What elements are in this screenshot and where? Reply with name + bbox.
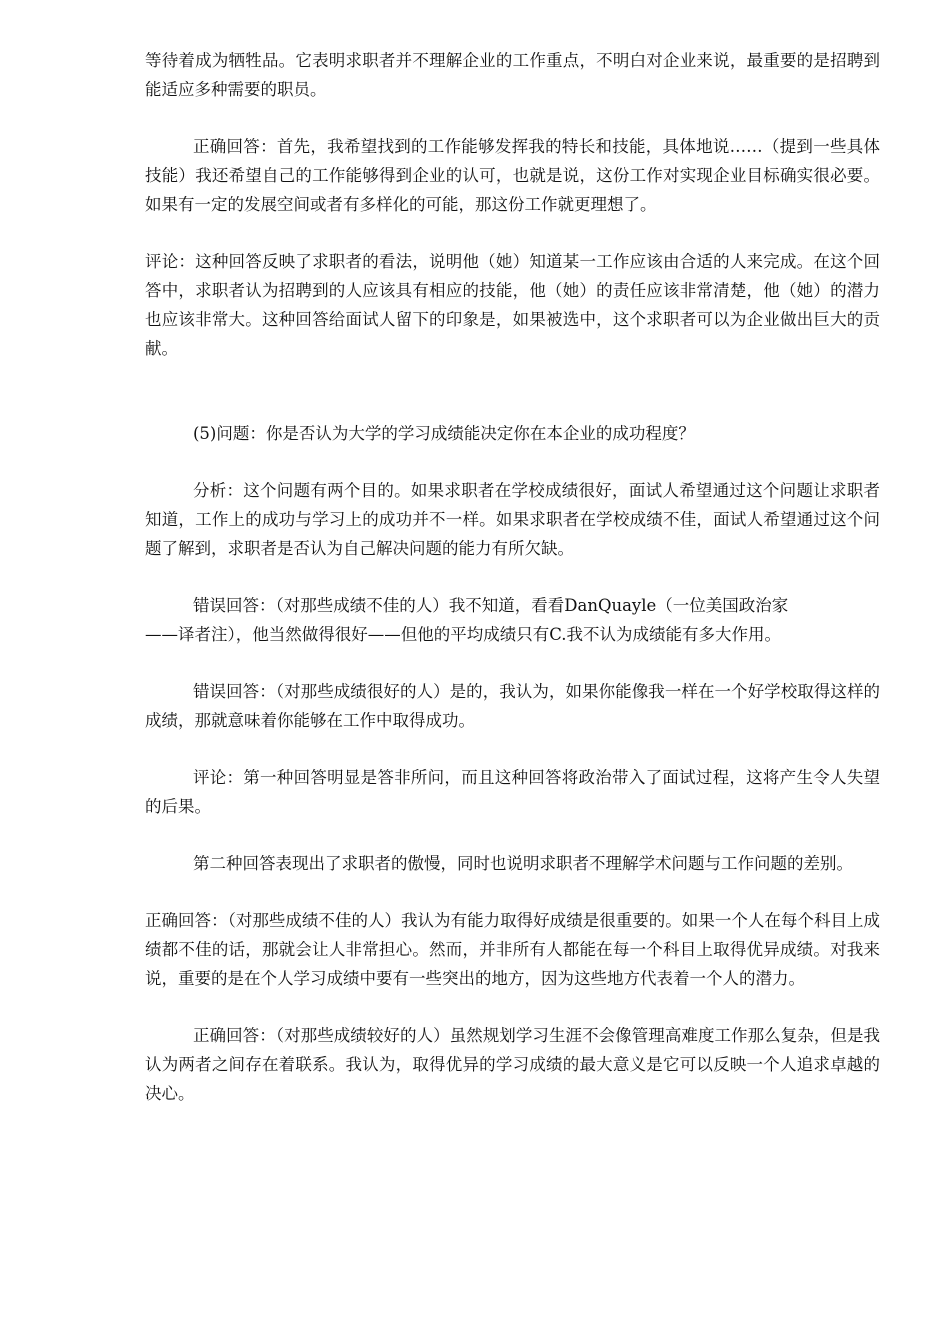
document-page (145, 46, 880, 1108)
question-heading: (5)问题：你是否认为大学的学习成绩能决定你在本企业的成功程度？ (193, 424, 695, 443)
paragraph-wrong-answer-2: 错误回答：（对那些成绩很好的人）是的，我认为，如果你能像我一样在一个好学校取得这样的成绩，那就意味着你能够在工作中取得成功。 (145, 682, 880, 730)
paragraph-comment-1: 评论：第一种回答明显是答非所问，而且这种回答将政治带入了面试过程，这将产生令人失望的后果。 (145, 768, 880, 816)
paragraph-1: 等待着成为牺牲品。它表明求职者并不理解企业的工作重点，不明白对企业来说，最重要的是招聘到能适应多种需要的职员。 (145, 51, 880, 99)
paragraph-2: 正确回答：首先，我希望找到的工作能够发挥我的特长和技能，具体地说……（提到一些具体技能）我还希望自己的工作能够得到企业的认可，也就是说，这份工作对实现企业目标确实很必要。如果有一定的发展空间或者有多样化的可能，那这份工作就更理想了。 (145, 137, 880, 214)
paragraph-wrong-answer-1-line-1: 错误回答：（对那些成绩不佳的人）我不知道，看看DanQuayle（一位美国政治家 (193, 596, 789, 615)
paragraph-correct-answer-2: 正确回答：（对那些成绩较好的人）虽然规划学习生涯不会像管理高难度工作那么复杂，但是我认为两者之间存在着联系。我认为，取得优异的学习成绩的最大意义是它可以反映一个人追求卓越的决心。 (145, 1026, 880, 1103)
paragraph-3: 评论：这种回答反映了求职者的看法，说明他（她）知道某一工作应该由合适的人来完成。在这个回答中，求职者认为招聘到的人应该具有相应的技能，他（她）的责任应该非常清楚，他（她）的潜力也应该非常大。这种回答给面试人留下的印象是，如果被选中，这个求职者可以为企业做出巨大的贡献。 (145, 252, 880, 358)
paragraph-wrong-answer-1-line-2: ——译者注），他当然做得很好——但他的平均成绩只有C.我不认为成绩能有多大作用。 (145, 625, 782, 644)
paragraph-comment-2: 第二种回答表现出了求职者的傲慢，同时也说明求职者不理解学术问题与工作问题的差别。 (193, 854, 853, 873)
paragraph-analysis: 分析：这个问题有两个目的。如果求职者在学校成绩很好，面试人希望通过这个问题让求职者知道，工作上的成功与学习上的成功并不一样。如果求职者在学校成绩不佳，面试人希望通过这个问题了解到，求职者是否认为自己解决问题的能力有所欠缺。 (145, 481, 880, 558)
paragraph-correct-answer-1: 正确回答：（对那些成绩不佳的人）我认为有能力取得好成绩是很重要的。如果一个人在每个科目上成绩都不佳的话，那就会让人非常担心。然而，并非所有人都能在每一个科目上取得优异成绩。对我来说，重要的是在个人学习成绩中要有一些突出的地方，因为这些地方代表着一个人的潜力。 (145, 911, 880, 988)
